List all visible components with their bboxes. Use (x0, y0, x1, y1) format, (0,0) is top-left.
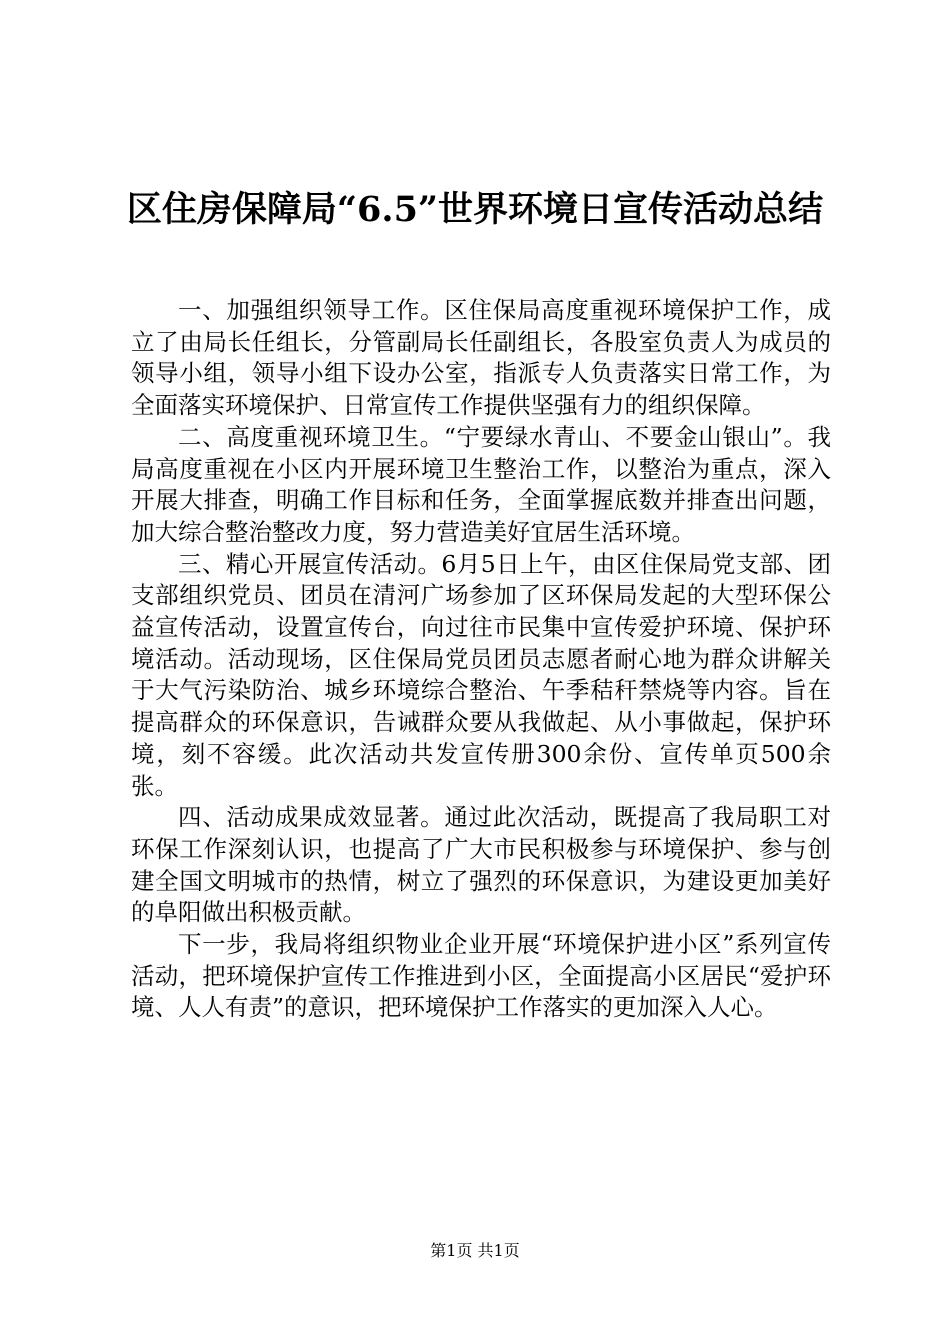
paragraph-results: 四、活动成果成效显著。通过此次活动，既提高了我局职工对环保工作深刻认识，也提高了广大市民积极参与环境保护、参与创建全国文明城市的热情，树立了强烈的环保意识，为建设更加美好的阜阳做出积极贡献。 (131, 803, 831, 927)
page-footer: 第1页 共1页 (430, 1241, 520, 1260)
paragraph-next-steps: 下一步，我局将组织物业企业开展“环境保护进小区”系列宣传活动，把环境保护宣传工作推进到小区，全面提高小区居民“爱护环境、人人有责”的意识，把环境保护工作落实的更加深入人心。 (131, 930, 831, 1022)
paragraph-organization: 一、加强组织领导工作。区住保局高度重视环境保护工作，成立了由局长任组长，分管副局长任副组长，各股室负责人为成员的领导小组，领导小组下设办公室，指派专人负责落实日常工作，为全面落实环境保护、日常宣传工作提供坚强有力的组织保障。 (131, 296, 831, 420)
paragraph-environment-hygiene: 二、高度重视环境卫生。“宁要绿水青山、不要金山银山”。我局高度重视在小区内开展环境卫生整治工作，以整治为重点，深入开展大排查，明确工作目标和任务，全面掌握底数并排查出问题，加大综合整治整改力度，努力营造美好宜居生活环境。 (131, 422, 831, 546)
document-body (131, 295, 831, 1024)
document-title: 区住房保障局“6.5”世界环境日宣传活动总结 (126, 189, 824, 230)
paragraph-publicity-activity: 三、精心开展宣传活动。6月5日上午，由区住保局党支部、团支部组织党员、团员在清河广场参加了区环保局发起的大型环保公益宣传活动，设置宣传台，向过往市民集中宣传爱护环境、保护环境活动。活动现场，区住保局党员团员志愿者耐心地为群众讲解关于大气污染防治、城乡环境综合整治、午季秸秆禁烧等内容。旨在提高群众的环保意识，告诫群众要从我做起、从小事做起，保护环境，刻不容缓。此次活动共发宣传册300余份、宣传单页500余张。 (131, 549, 831, 800)
